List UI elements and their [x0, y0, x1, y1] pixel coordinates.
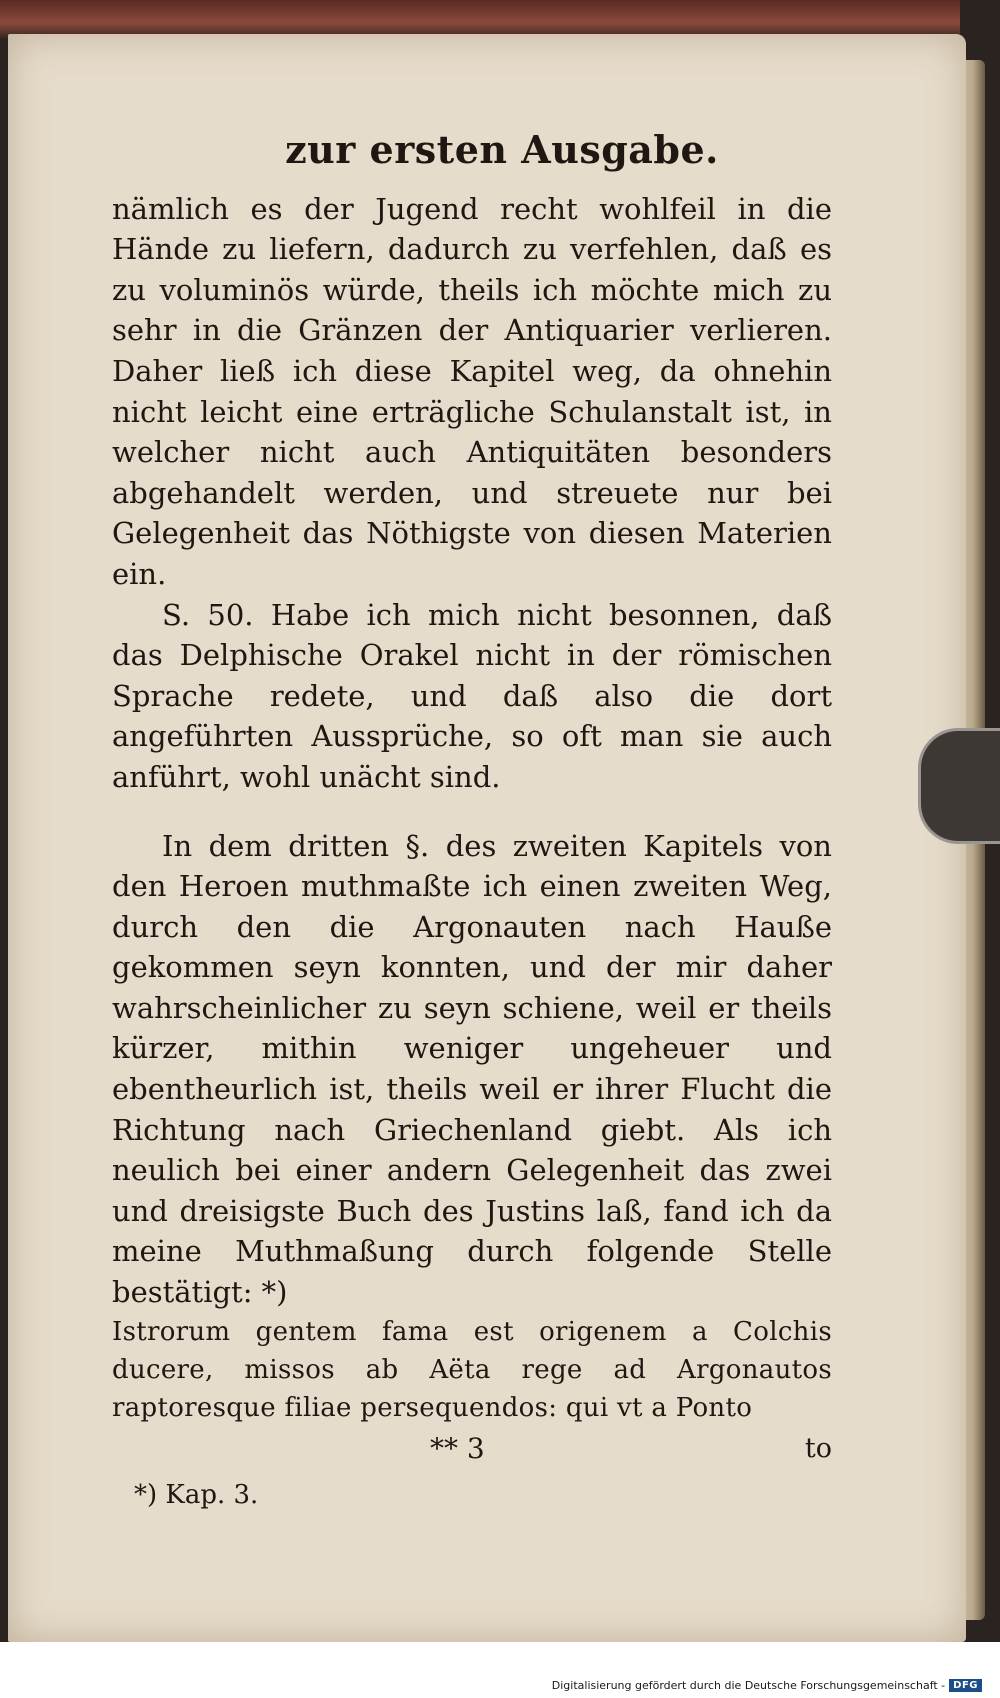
paragraph-gap — [112, 798, 832, 826]
dfg-logo: DFG — [949, 1679, 982, 1692]
paragraph-3: In dem dritten §. des zweiten Kapitels von den Heroen muthmaßte ich einen zweiten Weg, durch den die Argonauten nach Hauße gekommen seyn konnten, und der mir daher wahrscheinlicher zu seyn schiene, weil er theils kürzer, mithin weniger ungeheuer und ebentheurlich ist, theils weil er ihrer Flucht die Richtung nach Griechenland giebt. Als ich neulich bei einer andern Gelegenheit das zwei und dreisigste Buch des Justins laß, fand ich da meine Muthmaßung durch folgende Stelle bestätigt: *) — [112, 828, 832, 1310]
paragraph-2: S. 50. Habe ich mich nicht besonnen, daß das Delphische Orakel nicht in der römischen Sprache redete, und daß also die dort angeführten Aussprüche, so oft man sie auch anführt, wohl unächt sind. — [112, 597, 832, 794]
book-top-edge — [0, 0, 960, 38]
signature-row — [112, 1429, 832, 1469]
credit-text: Digitalisierung gefördert durch die Deutsche Forschungsgemeinschaft - — [551, 1679, 946, 1692]
signature-mark: ** 3 — [430, 1431, 485, 1465]
running-header: zur ersten Ausgabe. — [285, 127, 719, 172]
paragraph-1: nämlich es der Jugend recht wohlfeil in die Hände zu liefern, dadurch zu verfehlen, daß es zu voluminös würde, theils ich möchte mich zu sehr in die Gränzen der Antiquarier verlieren. Daher ließ ich diese Kapitel weg, da ohnehin nicht leicht eine erträgliche Schulanstalt ist, in welcher nicht auch Antiquitäten besonders abgehandelt werden, und streuete nur bei Gelegenheit das Nöthigste von diesen Materien ein. — [112, 191, 832, 591]
digitization-credit — [552, 1679, 982, 1692]
footnote: *) Kap. 3. — [134, 1479, 259, 1510]
page-content — [112, 127, 832, 1515]
bookmark-tab — [918, 728, 1000, 844]
latin-quote: Istrorum gentem fama est origenem a Colchis ducere, missos ab Aëta rege ad Argonautos raptoresque filiae persequendos: qui vt a Ponto — [112, 1316, 832, 1423]
catchword: to — [804, 1432, 832, 1464]
